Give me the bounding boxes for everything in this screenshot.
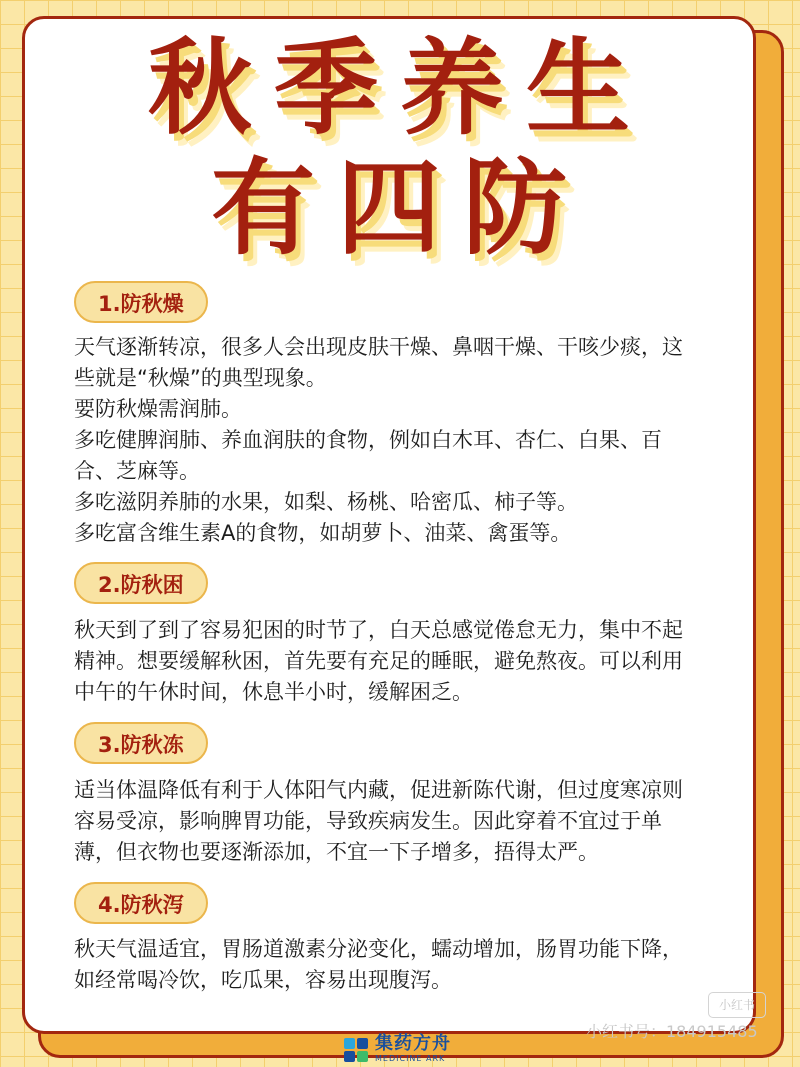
body-line: 多吃滋阴养肺的水果，如梨、杨桃、哈密瓜、柿子等。	[74, 490, 578, 514]
section-body-1	[74, 332, 746, 549]
logo-text: 集药方舟	[375, 1033, 451, 1054]
section-heading-3: 3.防秋冻	[74, 722, 208, 764]
body-line: 中午的午休时间，休息半小时，缓解困乏。	[74, 680, 473, 704]
section-heading-1: 1.防秋燥	[74, 281, 208, 323]
logo-subtext: MEDICINE ARK	[375, 1054, 446, 1063]
body-line: 适当体温降低有利于人体阳气内藏，促进新陈代谢，但过度寒凉则	[74, 778, 683, 802]
body-line: 多吃富含维生素A的食物，如胡萝卜、油菜、禽蛋等。	[74, 521, 572, 545]
section-heading-4: 4.防秋泻	[74, 882, 208, 924]
body-line: 精神。想要缓解秋困，首先要有充足的睡眠，避免熬夜。可以利用	[74, 649, 683, 673]
body-line: 薄，但衣物也要逐渐添加，不宜一下子增多，捂得太严。	[74, 840, 599, 864]
body-line: 秋天到了到了容易犯困的时节了，白天总感觉倦怠无力，集中不起	[74, 618, 683, 642]
body-line: 合、芝麻等。	[74, 459, 200, 483]
body-line: 些就是“秋燥”的典型现象。	[74, 366, 327, 390]
body-line: 要防秋燥需润肺。	[74, 397, 242, 421]
watermark-badge: 小红书	[708, 992, 766, 1018]
title-line-1: 秋季养生	[147, 27, 652, 149]
body-line: 秋天气温适宜，胃肠道激素分泌变化，蠕动增加，肠胃功能下降，	[74, 937, 683, 961]
section-body-4	[74, 934, 746, 996]
body-line: 天气逐渐转凉，很多人会出现皮肤干燥、鼻咽干燥、干咳少痰，这	[74, 335, 683, 359]
title-line-2: 有四防	[210, 147, 589, 269]
body-line: 如经常喝冷饮，吃瓜果，容易出现腹泻。	[74, 968, 452, 992]
section-body-3	[74, 775, 746, 868]
body-line: 容易受凉，影响脾胃功能，导致疾病发生。因此穿着不宜过于单	[74, 809, 662, 833]
section-heading-2: 2.防秋困	[74, 562, 208, 604]
body-line: 多吃健脾润肺、养血润肤的食物，例如白木耳、杏仁、白果、百	[74, 428, 662, 452]
watermark-id: 小红书号：184915485	[586, 1022, 758, 1041]
medicine-ark-logo-icon	[343, 1037, 369, 1063]
section-body-2	[74, 615, 746, 708]
